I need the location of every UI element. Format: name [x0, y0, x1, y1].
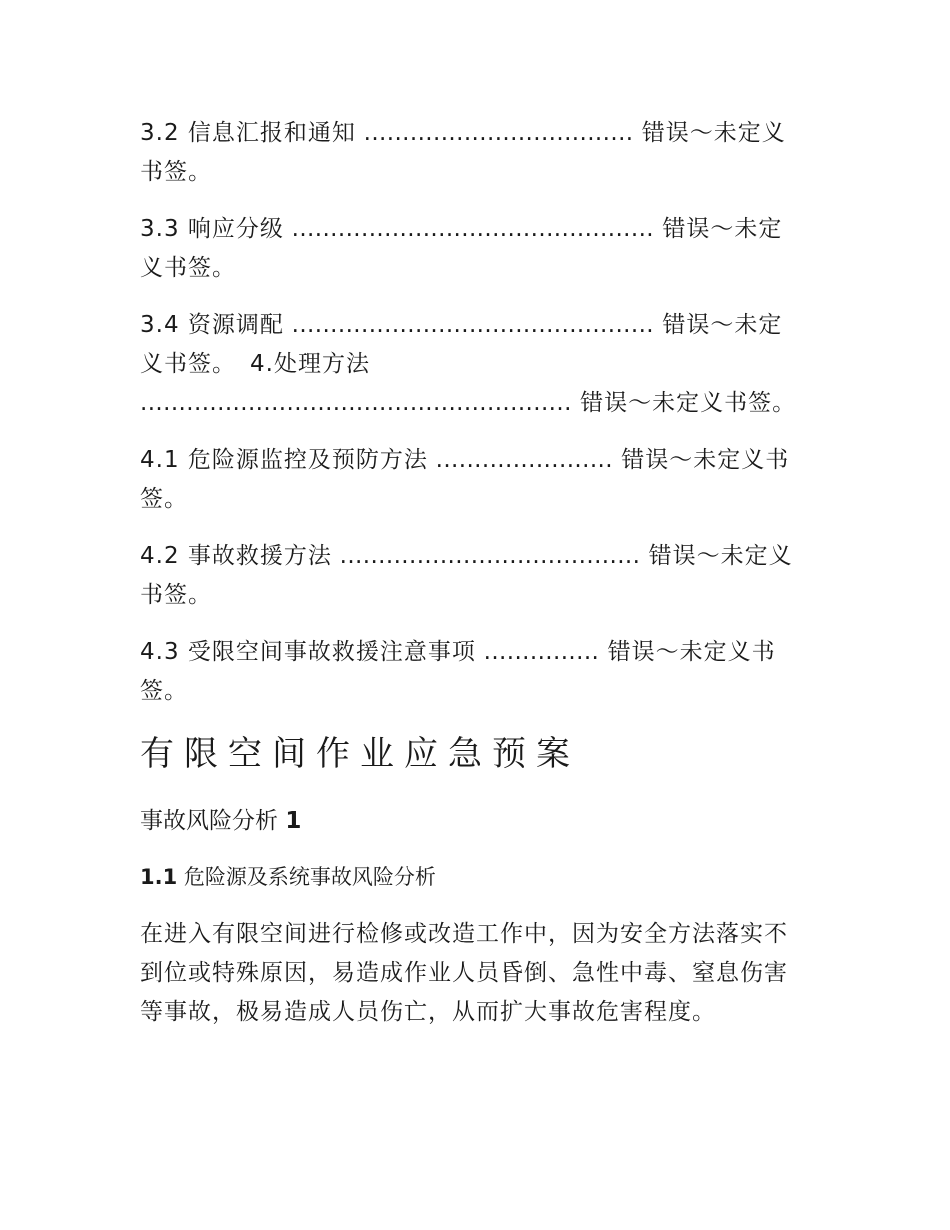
heading-number: 1: [285, 808, 302, 834]
toc-number: 4.3: [140, 639, 180, 665]
toc-number: 4.1: [140, 447, 180, 473]
toc-page-ref: 错误～未定义书签。: [140, 543, 793, 608]
toc-number: 4.2: [140, 543, 180, 569]
toc-leader-dots: .......................................: [331, 543, 641, 569]
toc-entry-4-2[interactable]: [140, 537, 805, 615]
toc-title: 事故救援方法: [187, 543, 332, 569]
heading-number: 1.1: [140, 865, 178, 889]
toc-leader-dots: ........................................................: [140, 390, 572, 416]
toc-page-ref: 错误～未定义书签。: [140, 312, 783, 377]
toc-leader-dots: .......................: [427, 447, 613, 473]
toc-entry-4[interactable]: [140, 351, 796, 416]
toc-title: 受限空间事故救援注意事项: [187, 639, 476, 665]
toc-page-ref: 错误～未定义书签。: [140, 216, 783, 281]
toc-entry-4-3[interactable]: [140, 633, 805, 711]
toc-title: 响应分级: [187, 216, 284, 242]
toc-leader-dots: ...............................................: [283, 216, 655, 242]
document-title: 有限空间作业应急预案: [140, 734, 580, 774]
toc-title: 信息汇报和通知: [187, 120, 356, 146]
toc-number: 4.: [250, 351, 274, 377]
heading-text: 事故风险分析: [140, 808, 278, 834]
toc-title: 资源调配: [187, 312, 284, 338]
toc-title: 危险源监控及预防方法: [187, 447, 428, 473]
toc-leader-dots: ...............: [475, 639, 600, 665]
toc-number: 3.3: [140, 216, 180, 242]
body-paragraph: 在进入有限空间进行检修或改造工作中，因为安全方法落实不到位或特殊原因，易造成作业人员昏倒、急性中毒、窒息伤害等事故，极易造成人员伤亡，从而扩大事故危害程度。: [140, 921, 788, 1025]
toc-page-ref: 错误～未定义书签。: [140, 447, 790, 512]
toc-entry-3-3[interactable]: [140, 210, 805, 288]
toc-number: 3.4: [140, 312, 180, 338]
toc-leader-dots: ...............................................: [283, 312, 655, 338]
heading-text: 危险源及系统事故风险分析: [183, 865, 436, 889]
section-heading-1: [140, 803, 805, 839]
document-page: [140, 114, 805, 1032]
toc-entry-4-1[interactable]: [140, 441, 805, 519]
section-heading-1-1: [140, 859, 805, 895]
toc-entry-3-4[interactable]: [140, 306, 805, 423]
toc-page-ref: 错误～未定义书签。: [571, 390, 797, 416]
toc-page-ref: 错误～未定义书签。: [140, 120, 786, 185]
toc-number: 3.2: [140, 120, 180, 146]
toc-title: 处理方法: [273, 351, 370, 377]
toc-leader-dots: ...................................: [355, 120, 634, 146]
toc-entry-3-2[interactable]: [140, 114, 805, 192]
toc-page-ref: 错误～未定义书签。: [140, 639, 776, 704]
